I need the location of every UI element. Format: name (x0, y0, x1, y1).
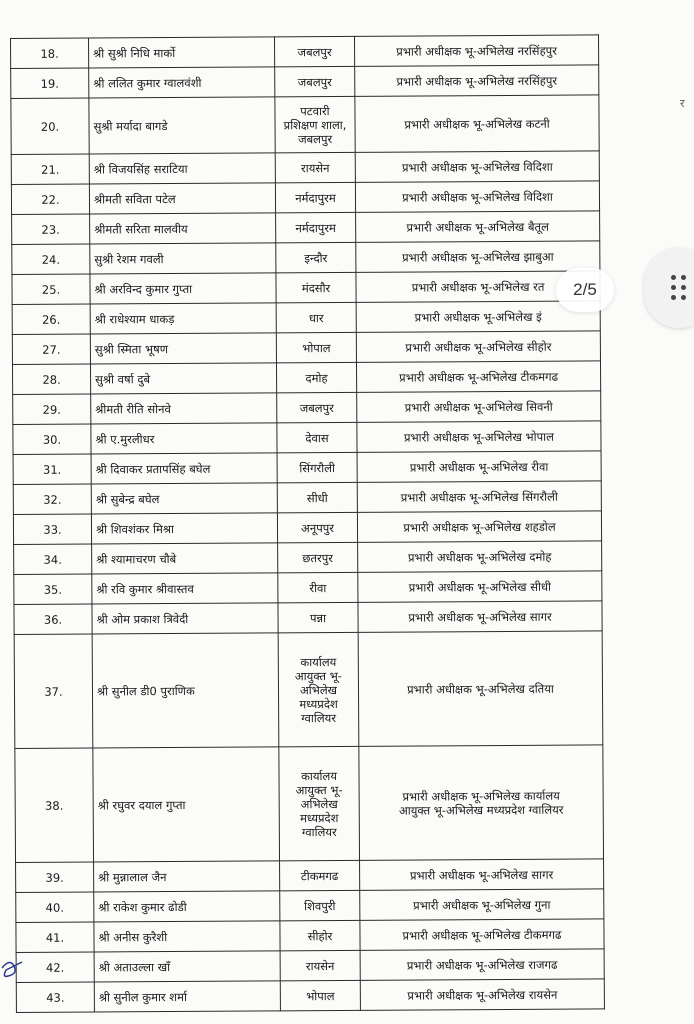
officer-name-cell: श्रीमती सविता पटेल (89, 183, 275, 214)
new-posting-cell-line: प्रभारी अधीक्षक भू-अभिलेख भोपाल (403, 429, 554, 445)
new-posting-cell (358, 631, 603, 746)
current-posting-cell-line: कार्यालय (300, 654, 337, 669)
new-posting-cell (355, 181, 599, 212)
serial-number-cell: 41. (16, 922, 94, 952)
new-posting-cell-line: प्रभारी अधीक्षक भू-अभिलेख कार्यालय (402, 788, 560, 804)
table-row (16, 949, 604, 983)
serial-number-cell: 27. (12, 334, 90, 364)
serial-number-cell: 34. (14, 544, 92, 574)
new-posting-cell (358, 571, 602, 602)
new-posting-cell-line: प्रभारी अधीक्षक भू-अभिलेख सीहोर (405, 339, 552, 355)
new-posting-cell (359, 745, 604, 860)
officer-name-cell: श्री शिवशंकर मिश्रा (91, 513, 277, 544)
current-posting-cell-line: पटवारी (300, 103, 330, 118)
new-posting-cell-line: प्रभारी अधीक्षक भू-अभिलेख शहडोल (403, 519, 556, 535)
current-posting-cell-line: मध्यप्रदेश (300, 810, 339, 825)
current-posting-cell-line: अनूपपुर (300, 520, 335, 535)
current-posting-cell (275, 66, 355, 96)
table-row (16, 919, 604, 953)
new-posting-cell-line: प्रभारी अधीक्षक भू-अभिलेख रत (411, 279, 545, 295)
table-row (12, 361, 600, 395)
officer-name-cell: श्री सुबेन्द्र बघेल (91, 483, 277, 514)
current-posting-cell-line: भोपाल (306, 988, 335, 1003)
page-indicator-text: 2/5 (573, 280, 597, 299)
current-posting-cell (277, 422, 357, 452)
officer-name-cell: श्री विजयसिंह सराटिया (89, 153, 275, 184)
officer-posting-table (10, 34, 605, 1013)
new-posting-cell (356, 331, 600, 362)
current-posting-cell-line: देवास (305, 430, 329, 445)
table-row (14, 631, 603, 749)
officer-name-cell: श्री सुश्री निधि मार्को (89, 37, 275, 68)
current-posting-cell (275, 182, 355, 212)
new-posting-cell (357, 421, 601, 452)
page-indicator (556, 268, 614, 312)
serial-number-cell: 23. (12, 214, 90, 244)
officer-name-cell: श्री अनीस कुरैशी (94, 921, 280, 952)
table-row (11, 151, 599, 185)
new-posting-cell (354, 35, 598, 66)
serial-number-cell: 18. (11, 38, 89, 68)
current-posting-cell-line: नर्मदापुरम (295, 190, 336, 205)
officer-name-cell: श्री अरविन्द कुमार गुप्ता (90, 273, 276, 304)
table-row (12, 331, 600, 365)
new-posting-cell-line: प्रभारी अधीक्षक भू-अभिलेख दतिया (407, 681, 554, 697)
current-posting-cell-line: प्रशिक्षण शाला, (283, 117, 347, 132)
new-posting-cell (360, 859, 604, 890)
new-posting-cell-line: प्रभारी अधीक्षक भू-अभिलेख विदिशा (402, 189, 553, 205)
serial-number-cell: 35. (14, 574, 92, 604)
serial-number-cell: 33. (13, 514, 91, 544)
new-posting-cell-line: प्रभारी अधीक्षक भू-अभिलेख टीकमगढ (399, 369, 559, 385)
serial-number-cell: 24. (12, 244, 90, 274)
current-posting-cell (277, 512, 357, 542)
new-posting-cell-line: प्रभारी अधीक्षक भू-अभिलेख दमोह (407, 549, 552, 565)
table-body (11, 35, 605, 1013)
current-posting-cell (276, 242, 356, 272)
table-row (13, 481, 601, 515)
current-posting-cell (278, 542, 358, 572)
serial-number-cell: 43. (16, 982, 94, 1012)
new-posting-cell-line: प्रभारी अधीक्षक भू-अभिलेख नरसिंहपुर (396, 43, 557, 59)
current-posting-cell-line: धार (308, 310, 324, 325)
new-posting-cell-line: प्रभारी अधीक्षक भू-अभिलेख सिवनी (404, 399, 553, 415)
serial-number-cell: 25. (12, 274, 90, 304)
serial-number-cell: 29. (13, 394, 91, 424)
officer-name-cell: श्री अताउल्ला खाँ (94, 951, 280, 982)
current-posting-cell (276, 362, 356, 392)
officer-name-cell: सुश्री स्मिता भूषण (90, 333, 276, 364)
table-row (12, 271, 600, 305)
officer-name-cell: सुश्री वर्षा दुबे (90, 363, 276, 394)
pen-scribble-mark (0, 940, 30, 990)
officer-name-cell: श्रीमती रीति सोनवे (91, 393, 277, 424)
current-posting-cell (278, 632, 359, 746)
current-posting-cell (280, 890, 360, 920)
serial-number-cell: 30. (13, 424, 91, 454)
table-row (13, 511, 601, 545)
current-posting-cell (276, 272, 356, 302)
current-posting-cell-line: भोपाल (302, 340, 331, 355)
current-posting-cell-line: इन्दौर (304, 250, 328, 265)
current-posting-cell (280, 980, 360, 1010)
table-row (12, 301, 600, 335)
new-posting-cell-line: प्रभारी अधीक्षक भू-अभिलेख रीवा (409, 459, 549, 475)
new-posting-cell (357, 391, 601, 422)
officer-name-cell: श्री सुनील डी0 पुराणिक (92, 633, 279, 748)
new-posting-cell (360, 889, 604, 920)
new-posting-cell-line: प्रभारी अधीक्षक भू-अभिलेख राजगढ (406, 957, 558, 973)
serial-number-cell: 38. (15, 748, 94, 862)
current-posting-cell-line: मध्यप्रदेश (299, 696, 338, 711)
current-posting-cell (279, 746, 360, 860)
new-posting-cell-line: प्रभारी अधीक्षक भू-अभिलेख सीधी (408, 579, 552, 595)
new-posting-cell-line: प्रभारी अधीक्षक भू-अभिलेख विदिशा (401, 159, 553, 175)
table-row (16, 859, 604, 893)
officer-name-cell: सुश्री रेशम गवली (90, 243, 276, 274)
current-posting-cell (278, 602, 358, 632)
current-posting-cell (276, 332, 356, 362)
serial-number-cell: 20. (11, 98, 89, 154)
table-row (11, 95, 599, 155)
officer-name-cell: श्री श्यामाचरण चौबे (92, 543, 278, 574)
table-row (14, 571, 602, 605)
new-posting-cell-line: प्रभारी अधीक्षक भू-अभिलेख सागर (408, 609, 552, 625)
new-posting-cell (358, 541, 602, 572)
current-posting-cell (278, 572, 358, 602)
table-row (15, 745, 604, 863)
new-posting-cell (360, 979, 604, 1010)
serial-number-cell: 40. (16, 892, 94, 922)
current-posting-cell-line: आयुक्त भू- (294, 668, 342, 683)
current-posting-cell-line: रायसेन (305, 958, 335, 973)
current-posting-cell (280, 920, 360, 950)
officer-name-cell: श्री मुन्नालाल जैन (94, 861, 280, 892)
serial-number-cell: 31. (13, 454, 91, 484)
table-row (16, 889, 604, 923)
new-posting-cell (355, 95, 599, 152)
officer-name-cell: श्री सुनील कुमार शर्मा (94, 981, 280, 1012)
current-posting-cell (274, 36, 354, 66)
new-posting-cell (357, 481, 601, 512)
table-row (13, 451, 601, 485)
current-posting-cell-line: ग्वालियर (301, 824, 337, 839)
new-posting-cell-line: प्रभारी अधीक्षक भू-अभिलेख सिंगरौली (400, 489, 558, 505)
officer-name-cell: सुश्री मर्यादा बागडे (89, 97, 275, 154)
serial-number-cell: 39. (16, 862, 94, 892)
serial-number-cell: 26. (12, 304, 90, 334)
new-posting-cell (357, 451, 601, 482)
current-posting-cell-line: नर्मदापुरम (295, 220, 336, 235)
current-posting-cell-line: सिंगरौली (299, 460, 336, 475)
current-posting-cell-line: जबलपुर (297, 44, 332, 59)
new-posting-cell (356, 361, 600, 392)
serial-number-cell: 19. (11, 68, 89, 98)
current-posting-cell-line: आयुक्त भू- (295, 782, 343, 797)
serial-number-cell: 32. (13, 484, 91, 514)
current-posting-cell-line: ग्वालियर (301, 710, 337, 725)
current-posting-cell (275, 152, 355, 182)
current-posting-cell-line: अभिलेख (300, 796, 338, 811)
new-posting-cell (357, 511, 601, 542)
current-posting-cell (277, 392, 357, 422)
table-row (12, 241, 600, 275)
officer-name-cell: श्री ओम प्रकाश त्रिवेदी (92, 603, 278, 634)
new-posting-cell (356, 241, 600, 272)
new-posting-cell-line: प्रभारी अधीक्षक भू-अभिलेख गुना (413, 897, 551, 913)
current-posting-cell (276, 302, 356, 332)
serial-number-cell: 28. (12, 364, 90, 394)
new-posting-cell-line: प्रभारी अधीक्षक भू-अभिलेख सागर (409, 867, 554, 883)
new-posting-cell-line: प्रभारी अधीक्षक भू-अभिलेख टीकमगढ (402, 927, 562, 943)
new-posting-cell (358, 601, 602, 632)
serial-number-cell: 37. (14, 634, 93, 748)
edge-mark: र (680, 97, 685, 110)
serial-number-cell: 21. (11, 154, 89, 184)
new-posting-cell (355, 65, 599, 96)
serial-number-cell: 22. (11, 184, 89, 214)
current-posting-cell-line: छतरपुर (302, 550, 334, 565)
table-row (11, 181, 599, 215)
serial-number-cell: 42. (16, 952, 94, 982)
new-posting-cell (355, 151, 599, 182)
current-posting-cell-line: दमोह (305, 370, 328, 385)
officer-name-cell: श्री राधेश्याम धाकड़ (90, 303, 276, 334)
officer-name-cell: श्री रवि कुमार श्रीवास्तव (92, 573, 278, 604)
officer-name-cell: श्री ए.मुरलीधर (91, 423, 277, 454)
current-posting-cell (280, 950, 360, 980)
current-posting-cell-line: जबलपुर (297, 74, 332, 89)
officer-name-cell: श्रीमती सरिता मालवीय (90, 213, 276, 244)
new-posting-cell-line: प्रभारी अधीक्षक भू-अभिलेख बैतूल (406, 219, 549, 235)
serial-number-cell: 36. (14, 604, 92, 634)
table-row (14, 541, 602, 575)
current-posting-cell-line: टीकमगढ (300, 868, 339, 883)
current-posting-cell-line: जबलपुर (297, 131, 333, 146)
table-row (13, 391, 601, 425)
current-posting-cell-line: जबलपुर (299, 400, 334, 415)
current-posting-cell-line: सीधी (306, 490, 328, 505)
table-row (13, 421, 601, 455)
officer-name-cell: श्री दिवाकर प्रतापसिंह बघेल (91, 453, 277, 484)
new-posting-cell-line: प्रभारी अधीक्षक भू-अभिलेख झाबुआ (402, 249, 554, 265)
current-posting-cell-line: कार्यालय (301, 768, 338, 783)
current-posting-cell (275, 96, 355, 152)
new-posting-cell (356, 211, 600, 242)
current-posting-cell (277, 452, 357, 482)
new-posting-cell-line: प्रभारी अधीक्षक भू-अभिलेख इं (414, 309, 542, 325)
side-menu-button[interactable] (644, 248, 694, 328)
current-posting-cell-line: रायसेन (300, 160, 330, 175)
current-posting-cell-line: रीवा (309, 580, 327, 595)
officer-name-cell: श्री राकेश कुमार ढोडी (94, 891, 280, 922)
officer-name-cell: श्री रघुवर दयाल गुप्ता (93, 747, 280, 862)
current-posting-cell-line: शिवपुरी (304, 898, 336, 913)
new-posting-cell-line: आयुक्त भू-अभिलेख मध्यप्रदेश ग्वालियर (398, 802, 564, 818)
new-posting-cell-line: प्रभारी अधीक्षक भू-अभिलेख कटनी (404, 116, 550, 132)
current-posting-cell (280, 860, 360, 890)
new-posting-cell-line: प्रभारी अधीक्षक भू-अभिलेख रायसेन (407, 987, 558, 1003)
new-posting-cell (360, 919, 604, 950)
current-posting-cell-line: पन्ना (309, 610, 327, 625)
current-posting-cell-line: अभिलेख (299, 682, 338, 697)
current-posting-cell (276, 212, 356, 242)
current-posting-cell-line: मंदसौर (301, 280, 331, 295)
table-row (14, 601, 602, 635)
new-posting-cell-line: प्रभारी अधीक्षक भू-अभिलेख नरसिंहपुर (396, 73, 558, 89)
current-posting-cell (277, 482, 357, 512)
officer-name-cell: श्री ललित कुमार ग्वालवंशी (89, 67, 275, 98)
grid-dots-icon (671, 275, 691, 301)
table-row (11, 65, 599, 99)
current-posting-cell-line: सीहोर (307, 928, 333, 943)
new-posting-cell (360, 949, 604, 980)
table-row (16, 979, 604, 1013)
table-row (12, 211, 600, 245)
table-row (11, 35, 599, 69)
